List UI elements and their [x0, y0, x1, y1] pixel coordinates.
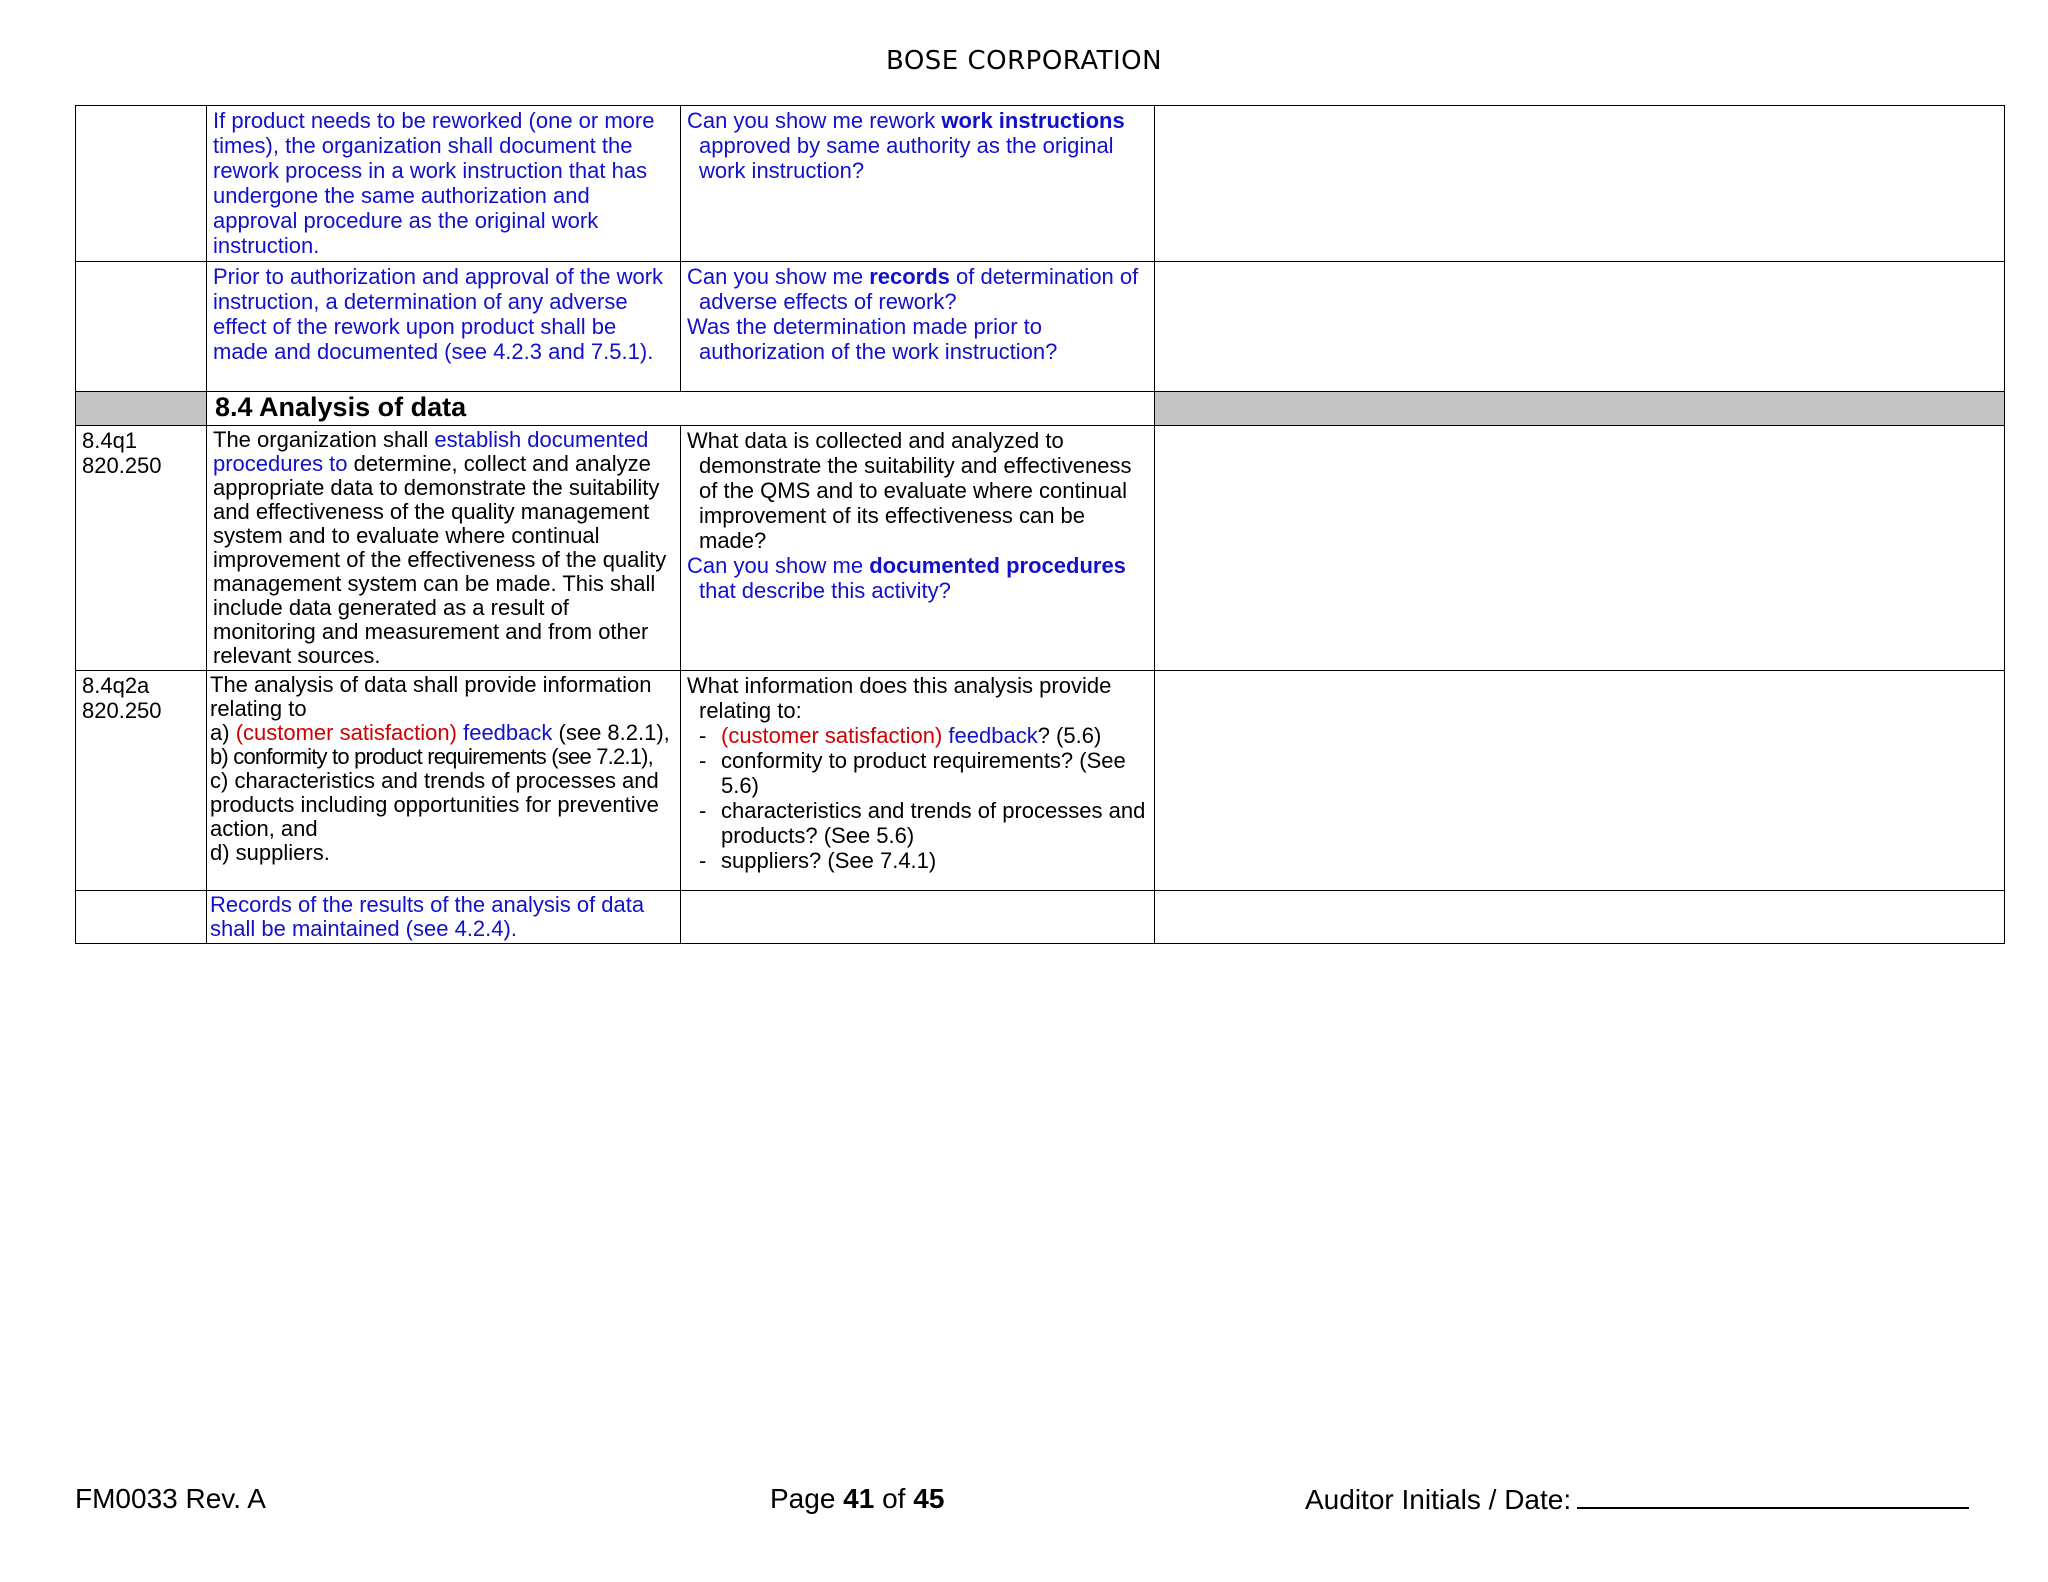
audit-question-cell: [681, 262, 1155, 392]
question-list-item: [687, 723, 1150, 748]
item-text: suppliers? (See 7.4.1): [721, 848, 937, 873]
table-row: [76, 671, 2005, 891]
red-highlight: (customer satisfaction): [721, 723, 943, 748]
form-id: FM0033 Rev. A: [75, 1483, 266, 1514]
requirement-text: The organization shall: [213, 427, 435, 452]
auditor-notes-cell[interactable]: [1155, 106, 2005, 262]
audit-question-cell: [681, 426, 1155, 671]
requirement-item-b: b) conformity to product requirements (see 7.2.1),: [210, 744, 653, 769]
signature-line[interactable]: [1577, 1483, 1969, 1509]
section-shade-cell: [1155, 392, 2005, 426]
page-prefix: Page: [770, 1483, 844, 1514]
table-row: [76, 891, 2005, 944]
dash-bullet: -: [699, 848, 707, 873]
question-text: that describe this activity?: [699, 578, 951, 603]
requirement-highlight: establish documented procedures to: [213, 427, 649, 476]
reference-cell: [76, 106, 207, 262]
page-of: of: [874, 1483, 914, 1514]
question-emphasis: work instructions: [941, 108, 1125, 133]
clause-number: 8.4q1: [82, 428, 138, 453]
requirement-cell: [207, 262, 681, 392]
audit-question-cell: [681, 671, 1155, 891]
audit-question: Was the determination made prior to authorization of the work instruction?: [687, 314, 1058, 364]
reference-cell: [76, 262, 207, 392]
item-prefix: a): [210, 720, 236, 745]
question-list-item: [687, 848, 1150, 873]
table-row: [76, 262, 2005, 392]
reference-cell: [76, 671, 207, 891]
auditor-notes-cell[interactable]: [1155, 671, 2005, 891]
question-emphasis: records: [869, 264, 950, 289]
audit-question: [687, 553, 1150, 603]
total-pages: 45: [913, 1483, 945, 1514]
document-header-title: BOSE CORPORATION: [885, 46, 1163, 76]
section-shade-cell: [76, 392, 207, 426]
requirement-cell: [207, 671, 681, 891]
requirement-text: determine, collect and analyze appropriate data to demonstrate the suitability and effectiveness of the quality management system and to evaluate where continual improvement of the effectiveness of the quality management system can be made. This shall include data generated as a result of monitoring and measurement and from other relevant sources.: [213, 451, 667, 668]
blue-highlight: feedback: [942, 723, 1038, 748]
audit-question: What information does this analysis provide relating to:: [687, 673, 1112, 723]
dash-bullet: -: [699, 723, 707, 748]
item-text: characteristics and trends of processes and products? (See 5.6): [721, 798, 1146, 848]
requirement-text: Prior to authorization and approval of the work instruction, a determination of any adverse effect of the rework upon product shall be made and documented (see 4.2.3 and 7.5.1).: [213, 264, 664, 364]
auditor-label: Auditor Initials / Date:: [1305, 1484, 1572, 1515]
question-text: of determination of adverse effects of rework?: [699, 264, 1139, 314]
auditor-initials-date: [1305, 1483, 1969, 1516]
reference-cell: [76, 891, 207, 944]
question-list-item: [687, 748, 1150, 798]
audit-question: [687, 108, 1150, 183]
reference-cell: [76, 426, 207, 671]
question-list-item: [687, 798, 1150, 848]
requirement-cell: [207, 426, 681, 671]
table-row: [76, 426, 2005, 671]
audit-question-cell: [681, 891, 1155, 944]
requirement-item-a: [210, 721, 676, 745]
audit-question: [687, 264, 1150, 314]
blue-highlight: feedback: [456, 720, 553, 745]
dash-bullet: -: [699, 798, 707, 823]
item-suffix: (see 8.2.1),: [552, 720, 670, 745]
question-text: Can you show me: [687, 264, 870, 289]
audit-checklist-table: [75, 105, 2005, 944]
requirement-item-d: d) suppliers.: [210, 840, 330, 865]
dash-bullet: -: [699, 748, 707, 773]
page-number: [770, 1483, 944, 1515]
audit-question: What data is collected and analyzed to demonstrate the suitability and effectiveness of the QMS and to evaluate where continual improvement of its effectiveness can be made?: [687, 428, 1132, 553]
question-text: Can you show me: [687, 553, 870, 578]
section-header-row: [76, 392, 2005, 426]
item-suffix: ? (5.6): [1037, 723, 1102, 748]
question-emphasis: documented procedures: [869, 553, 1126, 578]
cfr-reference: 820.250: [82, 698, 162, 723]
current-page: 41: [843, 1483, 875, 1514]
requirement-text: If product needs to be reworked (one or more times), the organization shall document the rework process in a work instruction that has undergone the same authorization and approval procedure as the original work instruction.: [213, 108, 655, 258]
red-highlight: (customer satisfaction): [235, 720, 457, 745]
audit-question-cell: [681, 106, 1155, 262]
cfr-reference: 820.250: [82, 453, 162, 478]
requirement-cell: [207, 891, 681, 944]
table-row: [76, 106, 2005, 262]
item-text: conformity to product requirements? (See 5.6): [721, 748, 1126, 798]
requirement-text: The analysis of data shall provide information relating to: [210, 672, 652, 721]
question-text: Can you show me rework: [687, 108, 942, 133]
section-title: 8.4 Analysis of data: [207, 392, 1155, 426]
requirement-cell: [207, 106, 681, 262]
clause-number: 8.4q2a: [82, 673, 150, 698]
auditor-notes-cell[interactable]: [1155, 891, 2005, 944]
requirement-item-c: c) characteristics and trends of processes and products including opportunities for preventive action, and: [210, 768, 659, 841]
auditor-notes-cell[interactable]: [1155, 426, 2005, 671]
question-text: approved by same authority as the original work instruction?: [699, 133, 1114, 183]
requirement-text: Records of the results of the analysis of data shall be maintained (see 4.2.4).: [210, 892, 645, 941]
auditor-notes-cell[interactable]: [1155, 262, 2005, 392]
